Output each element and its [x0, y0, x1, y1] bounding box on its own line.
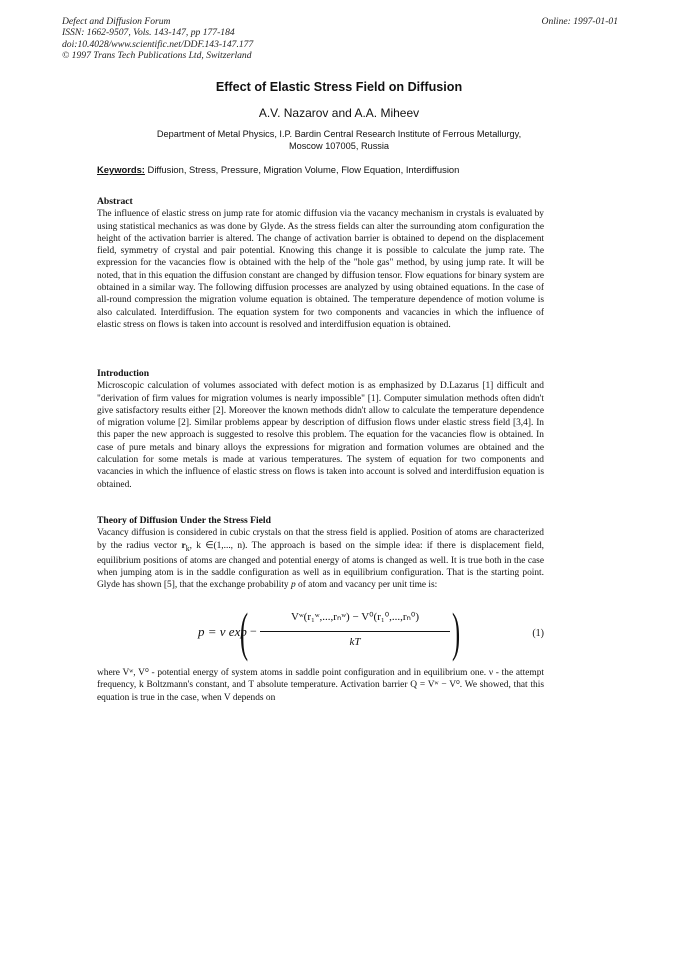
probability-symbol: p: [290, 580, 296, 591]
keywords-label: Keywords:: [97, 164, 145, 175]
introduction-section: [97, 368, 544, 491]
radius-vector: r: [181, 540, 186, 551]
theory-text: [97, 527, 544, 591]
theory-continuation-text: where Vʷ, V⁰ - potential energy of system atoms in saddle point configuration and in equilibrium one. ν - the attempt frequency, k Boltzmann's constant, and T absolute temperature. Activation barrier Q = Vʷ − V⁰. We showed, that this equation is true in the case, when V depends on: [97, 668, 544, 703]
theory-text-a: Vacancy diffusion is considered in cubic crystals on that the stress field is applied. Position of atoms are characterized by the radius vector: [97, 528, 544, 551]
affiliation-line-2: Moscow 107005, Russia: [288, 141, 390, 151]
keywords: [97, 164, 577, 175]
introduction-text: Microscopic calculation of volumes associated with defect motion is as emphasized by D.Lazarus [1] difficult and "derivation of firm values for migration volumes is nearly impossible" [1]. Computer simulation methods often didn't give satisfactory results either [2]. Moreover the known methods didn't allow to calculate the temperature dependence of migration volume [2]. Similar problems appear by description of diffusion flows under elastic stress field [3,4]. In this paper the new approach is suggested to resolve this problem. The equation for the vacancies flow is obtained. In case of pure metals and binary alloys the expressions for migration and formation volumes are obtained and the calculation for some metals is made at various temperatures. The system of equation for two components and vacancies in which the influence of elastic stress on flows is taken into account is solved and interdiffusion equation is obtained.: [97, 381, 544, 490]
affiliation-line-1: Department of Metal Physics, I.P. Bardin Central Research Institute of Ferrous Metallurgy,: [156, 129, 522, 139]
abstract-heading: Abstract: [97, 196, 133, 207]
journal-name: Defect and Diffusion Forum: [62, 16, 171, 27]
radius-vector-sub: k: [185, 543, 190, 553]
abstract-text: The influence of elastic stress on jump rate for atomic diffusion via the vacancy mechanism in crystals is evaluated by using statistical mechanics as was done by Glyde. As the stress fields can alter the surrounding atom configuration the height of the activation barrier is altered. The change of activation barrier is obtained to depend on the displacement field, symmetry of crystal and pair potential. Knowing this change it is possible to calculate the jump rate. The expression for the vacancies flow is obtained with the help of the "hole gas" method, by using jump rate. It will be noted, that in this equation the diffusion constant are changed by diffusion tensor. Flow equations for binary system are obtained in a similar way. The following diffusion processes are analyzed by using obtained equations. In the case of all-round compression the migration volume equation is obtained. The temperature dependence of motion volume is also calculated. Interdiffusion. The equation system for two components and vacancies in which the influence of elastic stress on flows is taken into account is resolved and interdiffusion equation is obtained.: [97, 209, 544, 330]
theory-section: [97, 515, 544, 592]
online-date: Online: 1997-01-01: [541, 16, 618, 27]
theory-text-b: , k ∈(1,..., n). The approach is based on the simple idea: if there is displacement field, equilibrium positions of atoms are changed and potential energy of atoms is changed as well. It is true both in the case when jumping atom is in the saddle configuration as well as in equilibrium configuration. That is the starting point. Glyde has shown [5], that the exchange probability: [97, 540, 544, 591]
abstract-section: [97, 196, 544, 331]
paper-title: Effect of Elastic Stress Field on Diffusion: [215, 80, 463, 94]
equation-lhs: p = ν exp: [198, 624, 247, 639]
journal-header: [62, 16, 618, 62]
introduction-heading: Introduction: [97, 368, 150, 379]
left-paren-icon: (: [240, 602, 249, 662]
theory-heading: Theory of Diffusion Under the Stress Field: [97, 515, 271, 526]
equation-number: (1): [532, 628, 544, 639]
right-paren-icon: ): [452, 602, 461, 662]
paper-authors: A.V. Nazarov and A.A. Miheev: [258, 106, 420, 120]
equation-1: [198, 600, 544, 666]
doi-line: doi:10.4028/www.scientific.net/DDF.143-147.177: [62, 38, 254, 50]
keywords-text: Diffusion, Stress, Pressure, Migration Volume, Flow Equation, Interdiffusion: [144, 164, 460, 175]
theory-continuation: [97, 667, 544, 704]
equation-numerator: Vʷ(r₁ʷ,...,rₙʷ) − V⁰(r₁⁰,...,rₙ⁰): [291, 611, 419, 623]
fraction-bar: [260, 631, 450, 632]
affiliation: [0, 128, 678, 152]
theory-text-c: of atom and vacancy per unit time is:: [295, 580, 438, 591]
issn-line: ISSN: 1662-9507, Vols. 143-147, pp 177-184: [62, 27, 235, 39]
equation-denominator: kT: [349, 636, 361, 648]
equation-minus: −: [250, 624, 257, 638]
copyright-line: © 1997 Trans Tech Publications Ltd, Switzerland: [62, 50, 252, 62]
